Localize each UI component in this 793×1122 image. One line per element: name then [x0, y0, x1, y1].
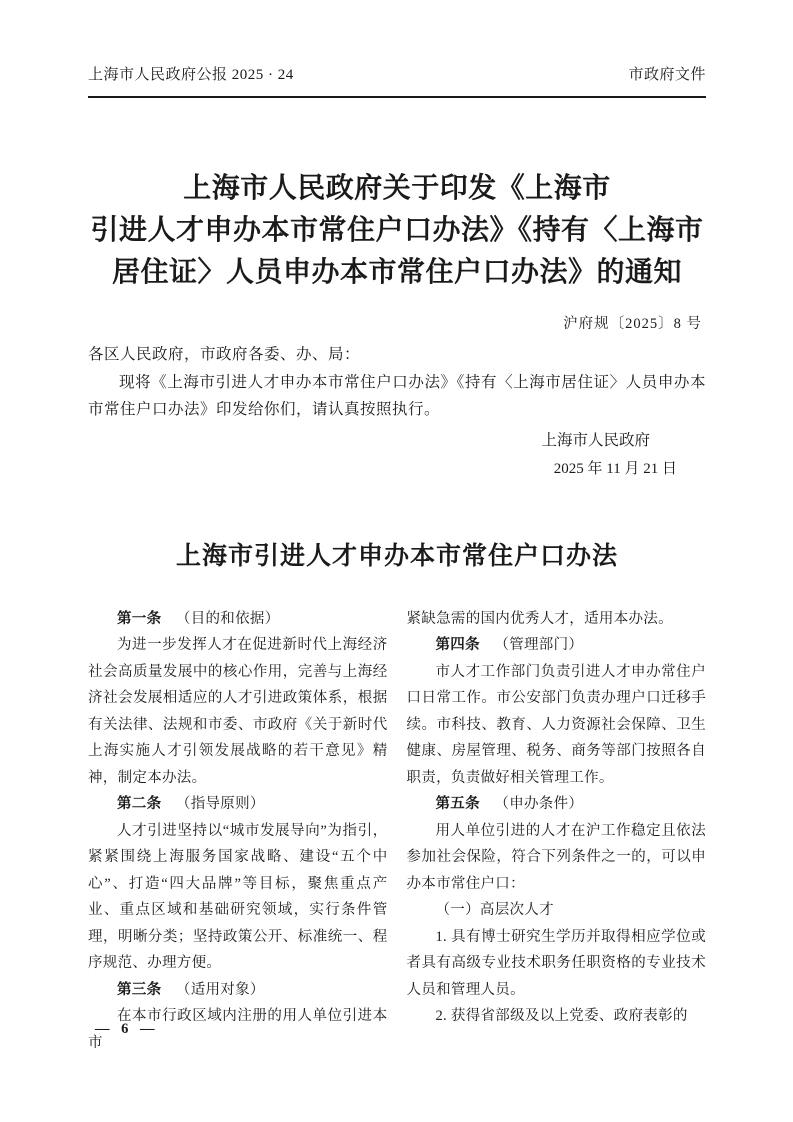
two-column-body — [88, 606, 706, 1057]
notice-body — [88, 341, 706, 424]
notice-title-line-3: 居住证〉人员申办本市常住户口办法》的通知 — [111, 257, 682, 288]
salutation: 各区人民政府，市政府各委、办、局： — [88, 346, 361, 363]
body-paragraph: 市人才工作部门负责引进人才申办常住户口日常工作。市公安部门负责办理户口迁移手续。市科技、教育、人力资源社会保障、卫生健康、房屋管理、税务、商务等部门按照各自职责，负责做好相关管理工作。 — [406, 663, 706, 786]
page-header — [88, 0, 706, 98]
body-paragraph: 人才引进坚持以“城市发展导向”为指引，紧紧围绕上海服务国家战略、建设“五个中心”、打造“四大品牌”等目标，聚焦重点产业、重点区域和基础研究领域，实行条件管理，明晰分类；坚持政策公开、标准统一、程序规范、办理方便。 — [88, 822, 388, 971]
notice-paragraph: 现将《上海市引进人才申办本市常住户口办法》《持有〈上海市居住证〉人员申办本市常住户口办法》印发给你们，请认真按照执行。 — [88, 373, 706, 418]
signer-name: 上海市人民政府 — [541, 431, 650, 449]
notice-title — [88, 168, 706, 294]
document-category: 市政府文件 — [628, 67, 706, 83]
body-paragraph: 为进一步发挥人才在促进新时代上海经济社会高质量发展中的核心作用，完善与上海经济社会发展相适应的人才引进政策体系，根据有关法律、法规和市委、市政府《关于新时代上海实施人才引领发展战略的若干意见》精神，制定本办法。 — [88, 637, 388, 786]
signature-date: 2025 年 11 月 21 日 — [553, 460, 677, 477]
article-number: 第三条 — [117, 981, 162, 998]
article-number: 第五条 — [435, 796, 480, 812]
article-heading: 第三条 （适用对象） — [117, 981, 265, 998]
signature-block — [88, 426, 706, 484]
article-heading: 第四条 （管理部门） — [435, 637, 584, 653]
article-heading: 第一条 （目的和依据） — [117, 610, 280, 627]
regulation-title: 上海市引进人才申办本市常住户口办法 — [175, 542, 618, 570]
article-heading: 第五条 （申办条件） — [435, 796, 584, 812]
article-number: 第二条 — [117, 796, 162, 812]
column-left — [88, 606, 388, 1057]
body-paragraph: （一）高层次人才 — [435, 902, 554, 918]
notice-title-line-1: 上海市人民政府关于印发《上海市 — [183, 173, 611, 204]
body-paragraph: 1. 具有博士研究生学历并取得相应学位或者具有高级专业技术职务任职资格的专业技术人员和管理人员。 — [406, 928, 706, 998]
gazette-name: 上海市人民政府公报 2025 · 24 — [88, 67, 294, 83]
document-number: 沪府规〔2025〕8 号 — [563, 316, 702, 332]
page-number: — 6 — — [95, 1021, 159, 1037]
article-number: 第一条 — [117, 610, 162, 627]
notice-title-line-2: 引进人才申办本市常住户口办法》《持有〈上海市 — [90, 215, 704, 246]
body-paragraph: 用人单位引进的人才在沪工作稳定且依法参加社会保险，符合下列条件之一的，可以申办本市常住户口： — [406, 822, 706, 892]
article-heading: 第二条 （指导原则） — [117, 796, 265, 812]
document-page — [88, 0, 706, 1056]
body-paragraph: 在本市行政区域内注册的用人单位引进本市 — [88, 1008, 388, 1051]
article-number: 第四条 — [435, 637, 480, 653]
body-paragraph: 2. 获得省部级及以上党委、政府表彰的 — [435, 1008, 688, 1024]
column-right — [407, 606, 707, 1057]
body-paragraph: 紧缺急需的国内优秀人才，适用本办法。 — [406, 610, 673, 627]
